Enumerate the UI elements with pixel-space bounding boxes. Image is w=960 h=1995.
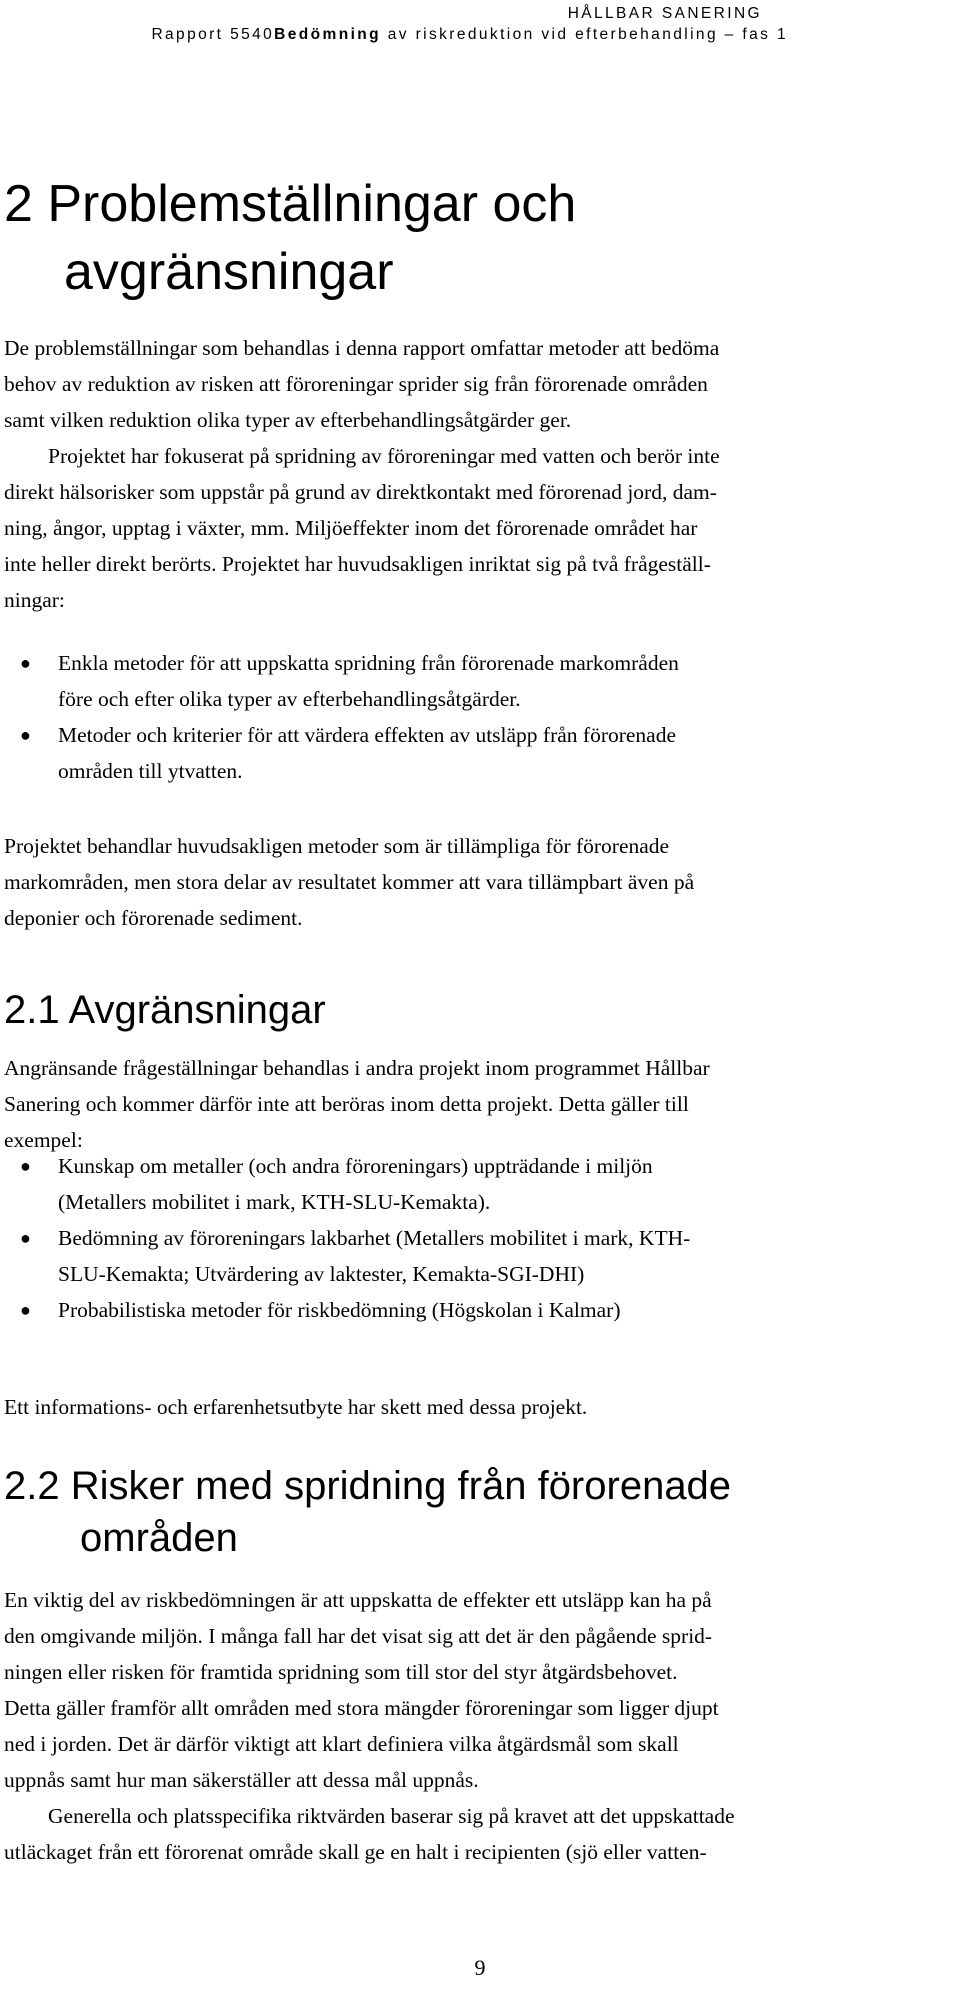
text-line: Angränsande frågeställningar behandlas i andra projekt inom programmet Hållbar [4,1056,710,1080]
list-item [8,645,958,717]
text-line: samt vilken reduktion olika typer av efterbehandlingsåtgärder ger. [4,408,572,432]
section-2-2-heading [4,1460,731,1564]
text-line: utläckaget från ett förorenat område skall ge en halt i recipienten (sjö eller vatten- [4,1840,707,1864]
text-line: ning, ångor, upptag i växter, mm. Miljöeffekter inom det förorenade området har [4,516,698,540]
section-2-2-heading-line2: områden [80,1516,238,1560]
text-line: före och efter olika typer av efterbehandlingsåtgärder. [58,687,521,711]
list-item [8,1292,958,1328]
running-header-title: HÅLLBAR SANERING [567,5,762,22]
text-line: Projektet behandlar huvudsakligen metoder som är tillämpliga för förorenade [4,834,670,858]
text-line: behov av reduktion av risken att föroreningar sprider sig från förorenade områden [4,372,708,396]
text-line: SLU-Kemakta; Utvärdering av laktester, Kemakta-SGI-DHI) [58,1262,585,1286]
bullet-icon: ● [20,1156,31,1176]
text-line: Bedömning av föroreningars lakbarhet (Metallers mobilitet i mark, KTH- [58,1226,691,1250]
text-line: Metoder och kriterier för att värdera effekten av utsläpp från förorenade [58,723,677,747]
text-line: Ett informations- och erfarenhetsutbyte har skett med dessa projekt. [4,1395,588,1419]
text-line: ningar: [4,588,65,612]
list-item [8,717,958,789]
bullet-icon: ● [20,653,31,673]
text-line: exempel: [4,1128,83,1152]
text-line: En viktig del av riskbedömningen är att uppskatta de effekter ett utsläpp kan ha på [4,1588,712,1612]
scope-paragraph [4,438,959,618]
text-line: Sanering och kommer därför inte att beröras inom detta projekt. Detta gäller till [4,1092,689,1116]
section-2-1-heading: 2.1 Avgränsningar [4,988,326,1032]
text-line: inte heller direkt berörts. Projektet har huvudsakligen inriktat sig på två frågeställ- [4,552,711,576]
text-line: Generella och platsspecifika riktvärden baserar sig på kravet att det uppskattade [48,1804,735,1828]
related-projects-list [8,1148,958,1328]
header-report-rest: av riskreduktion vid efterbehandling – fas 1 [381,26,788,43]
header-bold-word: Bedömning [274,26,382,43]
text-line: ningen eller risken för framtida spridning som till stor del styr åtgärdsbehovet. [4,1660,678,1684]
section-2-1-paragraph [4,1050,959,1158]
section-2-2-paragraph [4,1582,959,1870]
section-2-2-heading-line1: 2.2 Risker med spridning från förorenade [4,1464,732,1508]
intro-paragraph [4,330,959,438]
bullet-icon: ● [20,725,31,745]
list-item [8,1148,958,1220]
chapter-title-line2: avgränsningar [64,243,394,301]
text-line: markområden, men stora delar av resultatet kommer att vara tillämpbart även på [4,870,695,894]
chapter-title [4,170,576,306]
application-paragraph [4,828,959,936]
text-line: Enkla metoder för att uppskatta spridning från förorenade markområden [58,651,679,675]
page-number: 9 [474,1955,486,1980]
text-line: deponier och förorenade sediment. [4,906,303,930]
bullet-icon: ● [20,1300,31,1320]
list-item [8,1220,958,1292]
section-2-1-closing [4,1389,959,1425]
text-line: (Metallers mobilitet i mark, KTH-SLU-Kemakta). [58,1190,491,1214]
chapter-title-line1: 2 Problemställningar och [4,175,577,233]
text-line: Detta gäller framför allt områden med stora mängder föroreningar som ligger djupt [4,1696,719,1720]
bullet-icon: ● [20,1228,31,1248]
text-line: Probabilistiska metoder för riskbedömning (Högskolan i Kalmar) [58,1298,621,1322]
text-line: Kunskap om metaller (och andra föroreningars) uppträdande i miljön [58,1154,653,1178]
header-report-number: Rapport 5540 [151,26,275,43]
text-line: De problemställningar som behandlas i denna rapport omfattar metoder att bedöma [4,336,720,360]
text-line: Projektet har fokuserat på spridning av föroreningar med vatten och berör inte [48,444,720,468]
text-line: områden till ytvatten. [58,759,243,783]
question-list [8,645,958,789]
running-header-report [0,26,788,44]
text-line: den omgivande miljön. I många fall har det visat sig att det är den pågående sprid- [4,1624,713,1648]
text-line: direkt hälsorisker som uppstår på grund av direktkontakt med förorenad jord, dam- [4,480,717,504]
text-line: ned i jorden. Det är därför viktigt att klart definiera vilka åtgärdsmål som skall [4,1732,679,1756]
text-line: uppnås samt hur man säkerställer att dessa mål uppnås. [4,1768,479,1792]
